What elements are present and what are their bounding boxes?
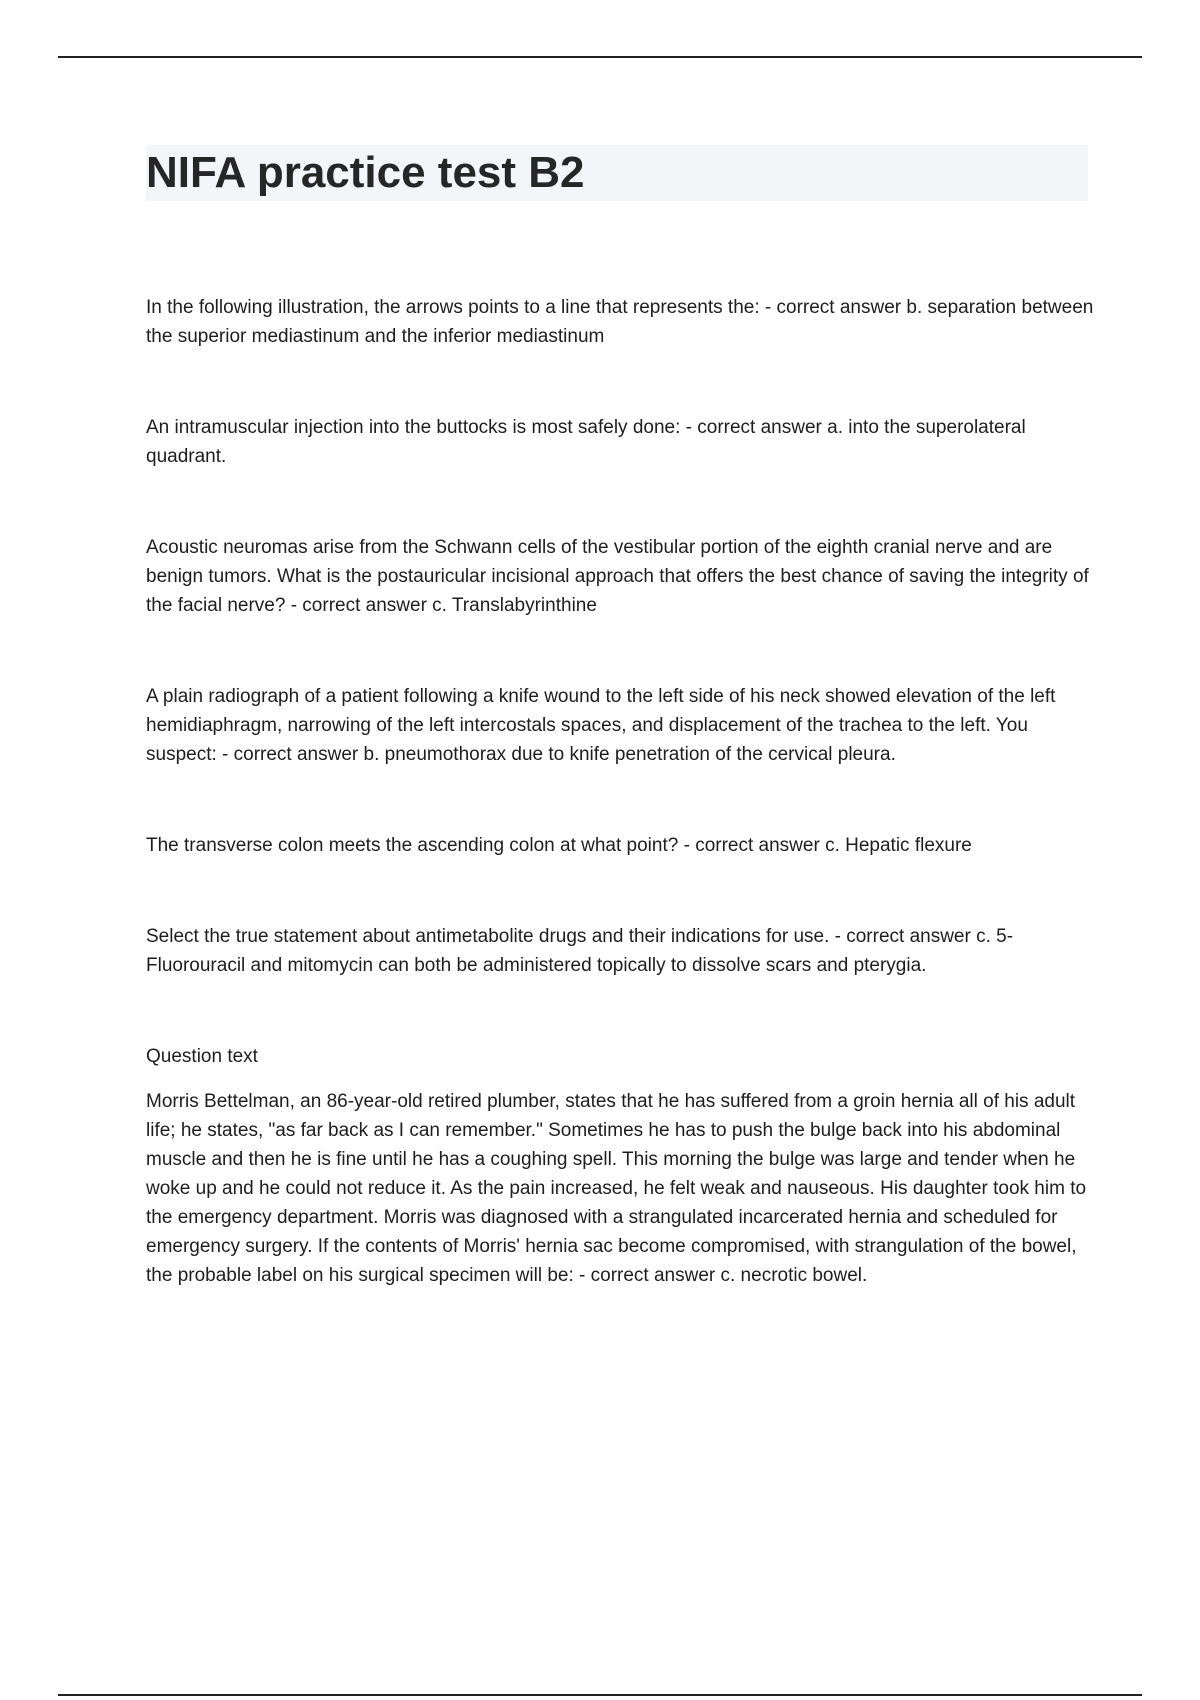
qa-item-2: An intramuscular injection into the buttocks is most safely done: - correct answer a. into the superolateral quadrant.	[146, 417, 1026, 467]
qa-item-3: Acoustic neuromas arise from the Schwann cells of the vestibular portion of the eighth cranial nerve and are benign tumors. What is the postauricular incisional approach that offers the best chance of saving the integrity of the facial nerve? - correct answer c. Translabyrinthine	[146, 537, 1089, 616]
bottom-rule	[58, 1694, 1142, 1696]
qa-item-1: In the following illustration, the arrows points to a line that represents the: - correct answer b. separation between the superior mediastinum and the inferior mediastinum	[146, 297, 1094, 347]
qa-item-5: The transverse colon meets the ascending colon at what point? - correct answer c. Hepatic flexure	[146, 835, 972, 856]
qa-item-4: A plain radiograph of a patient following a knife wound to the left side of his neck showed elevation of the left hemidiaphragm, narrowing of the left intercostals spaces, and displacement of the trachea to the left. You suspect: - correct answer b. pneumothorax due to knife penetration of the cervical pleura.	[146, 686, 1056, 765]
top-rule	[58, 56, 1142, 58]
case-question: Morris Bettelman, an 86-year-old retired plumber, states that he has suffered from a groin hernia all of his adult life; he states, "as far back as I can remember." Sometimes he has to push the bulge back into his abdominal muscle and then he is fine until he has a coughing spell. This morning the bulge was large and tender when he woke up and he could not reduce it. As the pain increased, he felt weak and nauseous. His daughter took him to the emergency department. Morris was diagnosed with a strangulated incarcerated hernia and scheduled for emergency surgery. If the contents of Morris' hernia sac become compromised, with strangulation of the bowel, the probable label on his surgical specimen will be: - correct answer c. necrotic bowel.	[146, 1091, 1087, 1286]
qa-item-6: Select the true statement about antimetabolite drugs and their indications for use. - correct answer c. 5-Fluorouracil and mitomycin can both be administered topically to dissolve scars and pterygia.	[146, 926, 1014, 976]
document-body	[146, 293, 1096, 1290]
question-text-label: Question text	[146, 1046, 258, 1067]
document-title: NIFA practice test B2	[146, 148, 585, 197]
